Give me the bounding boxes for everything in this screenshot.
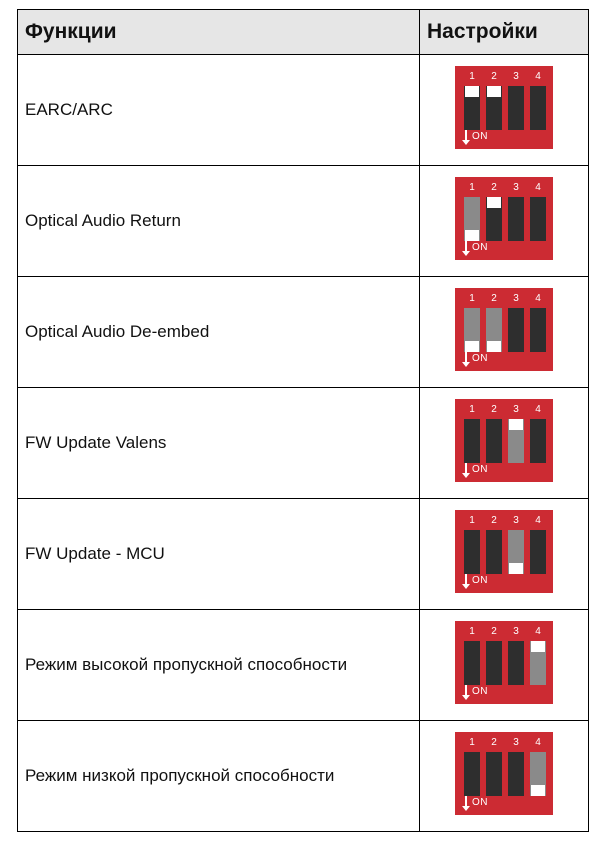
- on-label: ON: [472, 353, 488, 364]
- switch-number-label: 3: [513, 71, 519, 82]
- switch-slot-3: [508, 197, 524, 241]
- settings-cell: [420, 55, 589, 166]
- switch-number-label: 1: [469, 515, 475, 526]
- switch-number-label: 1: [469, 182, 475, 193]
- on-label: ON: [472, 797, 488, 808]
- switch-knob: [531, 641, 545, 652]
- switch-slot-3: [508, 530, 524, 574]
- table-body: [18, 55, 589, 832]
- table-header-row: [18, 10, 589, 55]
- dip-switch-diagram: [455, 66, 553, 149]
- switch-number-label: 3: [513, 737, 519, 748]
- switch-number-label: 1: [469, 626, 475, 637]
- switch-number-label: 4: [535, 293, 541, 304]
- dip-switch-diagram: [455, 177, 553, 260]
- switch-slot-1: [464, 86, 480, 130]
- switch-number-label: 3: [513, 626, 519, 637]
- table-row: [18, 388, 589, 499]
- dip-switch-diagram: [455, 621, 553, 704]
- table-row: [18, 166, 589, 277]
- header-settings: Настройки: [420, 10, 589, 55]
- switch-number-label: 2: [491, 182, 497, 193]
- switch-number-label: 1: [469, 737, 475, 748]
- switch-slot-2: [486, 197, 502, 241]
- on-label: ON: [472, 464, 488, 475]
- switch-number-label: 4: [535, 737, 541, 748]
- switch-slot-2: [486, 86, 502, 130]
- on-label: ON: [472, 575, 488, 586]
- switch-slot-4: [530, 197, 546, 241]
- switch-slot-2: [486, 752, 502, 796]
- switch-slot-4: [530, 308, 546, 352]
- settings-cell: [420, 166, 589, 277]
- table-row: [18, 721, 589, 832]
- switch-number-label: 1: [469, 293, 475, 304]
- on-label: ON: [472, 242, 488, 253]
- table-row: [18, 610, 589, 721]
- table-row: [18, 277, 589, 388]
- switch-number-label: 2: [491, 404, 497, 415]
- dip-switch-diagram: [455, 288, 553, 371]
- dip-settings-table: [17, 9, 589, 832]
- switch-slot-3: [508, 308, 524, 352]
- switch-slot-4: [530, 86, 546, 130]
- switch-slot-4: [530, 530, 546, 574]
- settings-cell: [420, 499, 589, 610]
- function-name: Optical Audio Return: [18, 166, 420, 277]
- switch-slot-2: [486, 530, 502, 574]
- function-name: Режим высокой пропускной способности: [18, 610, 420, 721]
- switch-knob: [465, 341, 479, 352]
- switch-slot-1: [464, 752, 480, 796]
- table-row: [18, 55, 589, 166]
- switch-number-label: 4: [535, 404, 541, 415]
- switch-slot-3: [508, 641, 524, 685]
- on-label: ON: [472, 131, 488, 142]
- switch-slot-3: [508, 419, 524, 463]
- function-name: FW Update - MCU: [18, 499, 420, 610]
- dip-switch-diagram: [455, 510, 553, 593]
- switch-number-label: 4: [535, 182, 541, 193]
- switch-knob: [509, 419, 523, 430]
- settings-cell: [420, 388, 589, 499]
- on-label: ON: [472, 686, 488, 697]
- switch-number-label: 3: [513, 293, 519, 304]
- dip-switch-diagram: [455, 732, 553, 815]
- switch-slot-1: [464, 641, 480, 685]
- switch-number-label: 2: [491, 293, 497, 304]
- table-row: [18, 499, 589, 610]
- switch-slot-1: [464, 308, 480, 352]
- switch-number-label: 4: [535, 626, 541, 637]
- switch-slot-3: [508, 86, 524, 130]
- switch-number-label: 1: [469, 71, 475, 82]
- switch-knob: [487, 86, 501, 97]
- settings-cell: [420, 277, 589, 388]
- switch-number-label: 2: [491, 626, 497, 637]
- switch-slot-1: [464, 197, 480, 241]
- switch-slot-4: [530, 641, 546, 685]
- switch-knob: [509, 563, 523, 574]
- switch-slot-3: [508, 752, 524, 796]
- function-name: EARC/ARC: [18, 55, 420, 166]
- switch-slot-1: [464, 530, 480, 574]
- switch-knob: [487, 197, 501, 208]
- settings-cell: [420, 610, 589, 721]
- switch-slot-1: [464, 419, 480, 463]
- switch-knob: [465, 86, 479, 97]
- settings-table-container: [17, 9, 588, 832]
- switch-slot-4: [530, 752, 546, 796]
- switch-number-label: 3: [513, 515, 519, 526]
- switch-number-label: 2: [491, 71, 497, 82]
- switch-number-label: 2: [491, 515, 497, 526]
- switch-number-label: 1: [469, 404, 475, 415]
- function-name: Optical Audio De-embed: [18, 277, 420, 388]
- header-functions: Функции: [18, 10, 420, 55]
- switch-number-label: 3: [513, 182, 519, 193]
- switch-slot-4: [530, 419, 546, 463]
- function-name: FW Update Valens: [18, 388, 420, 499]
- switch-number-label: 4: [535, 515, 541, 526]
- switch-number-label: 2: [491, 737, 497, 748]
- switch-knob: [465, 230, 479, 241]
- switch-knob: [531, 785, 545, 796]
- dip-switch-diagram: [455, 399, 553, 482]
- switch-slot-2: [486, 641, 502, 685]
- switch-number-label: 4: [535, 71, 541, 82]
- switch-knob: [487, 341, 501, 352]
- switch-slot-2: [486, 419, 502, 463]
- switch-slot-2: [486, 308, 502, 352]
- settings-cell: [420, 721, 589, 832]
- function-name: Режим низкой пропускной способности: [18, 721, 420, 832]
- switch-number-label: 3: [513, 404, 519, 415]
